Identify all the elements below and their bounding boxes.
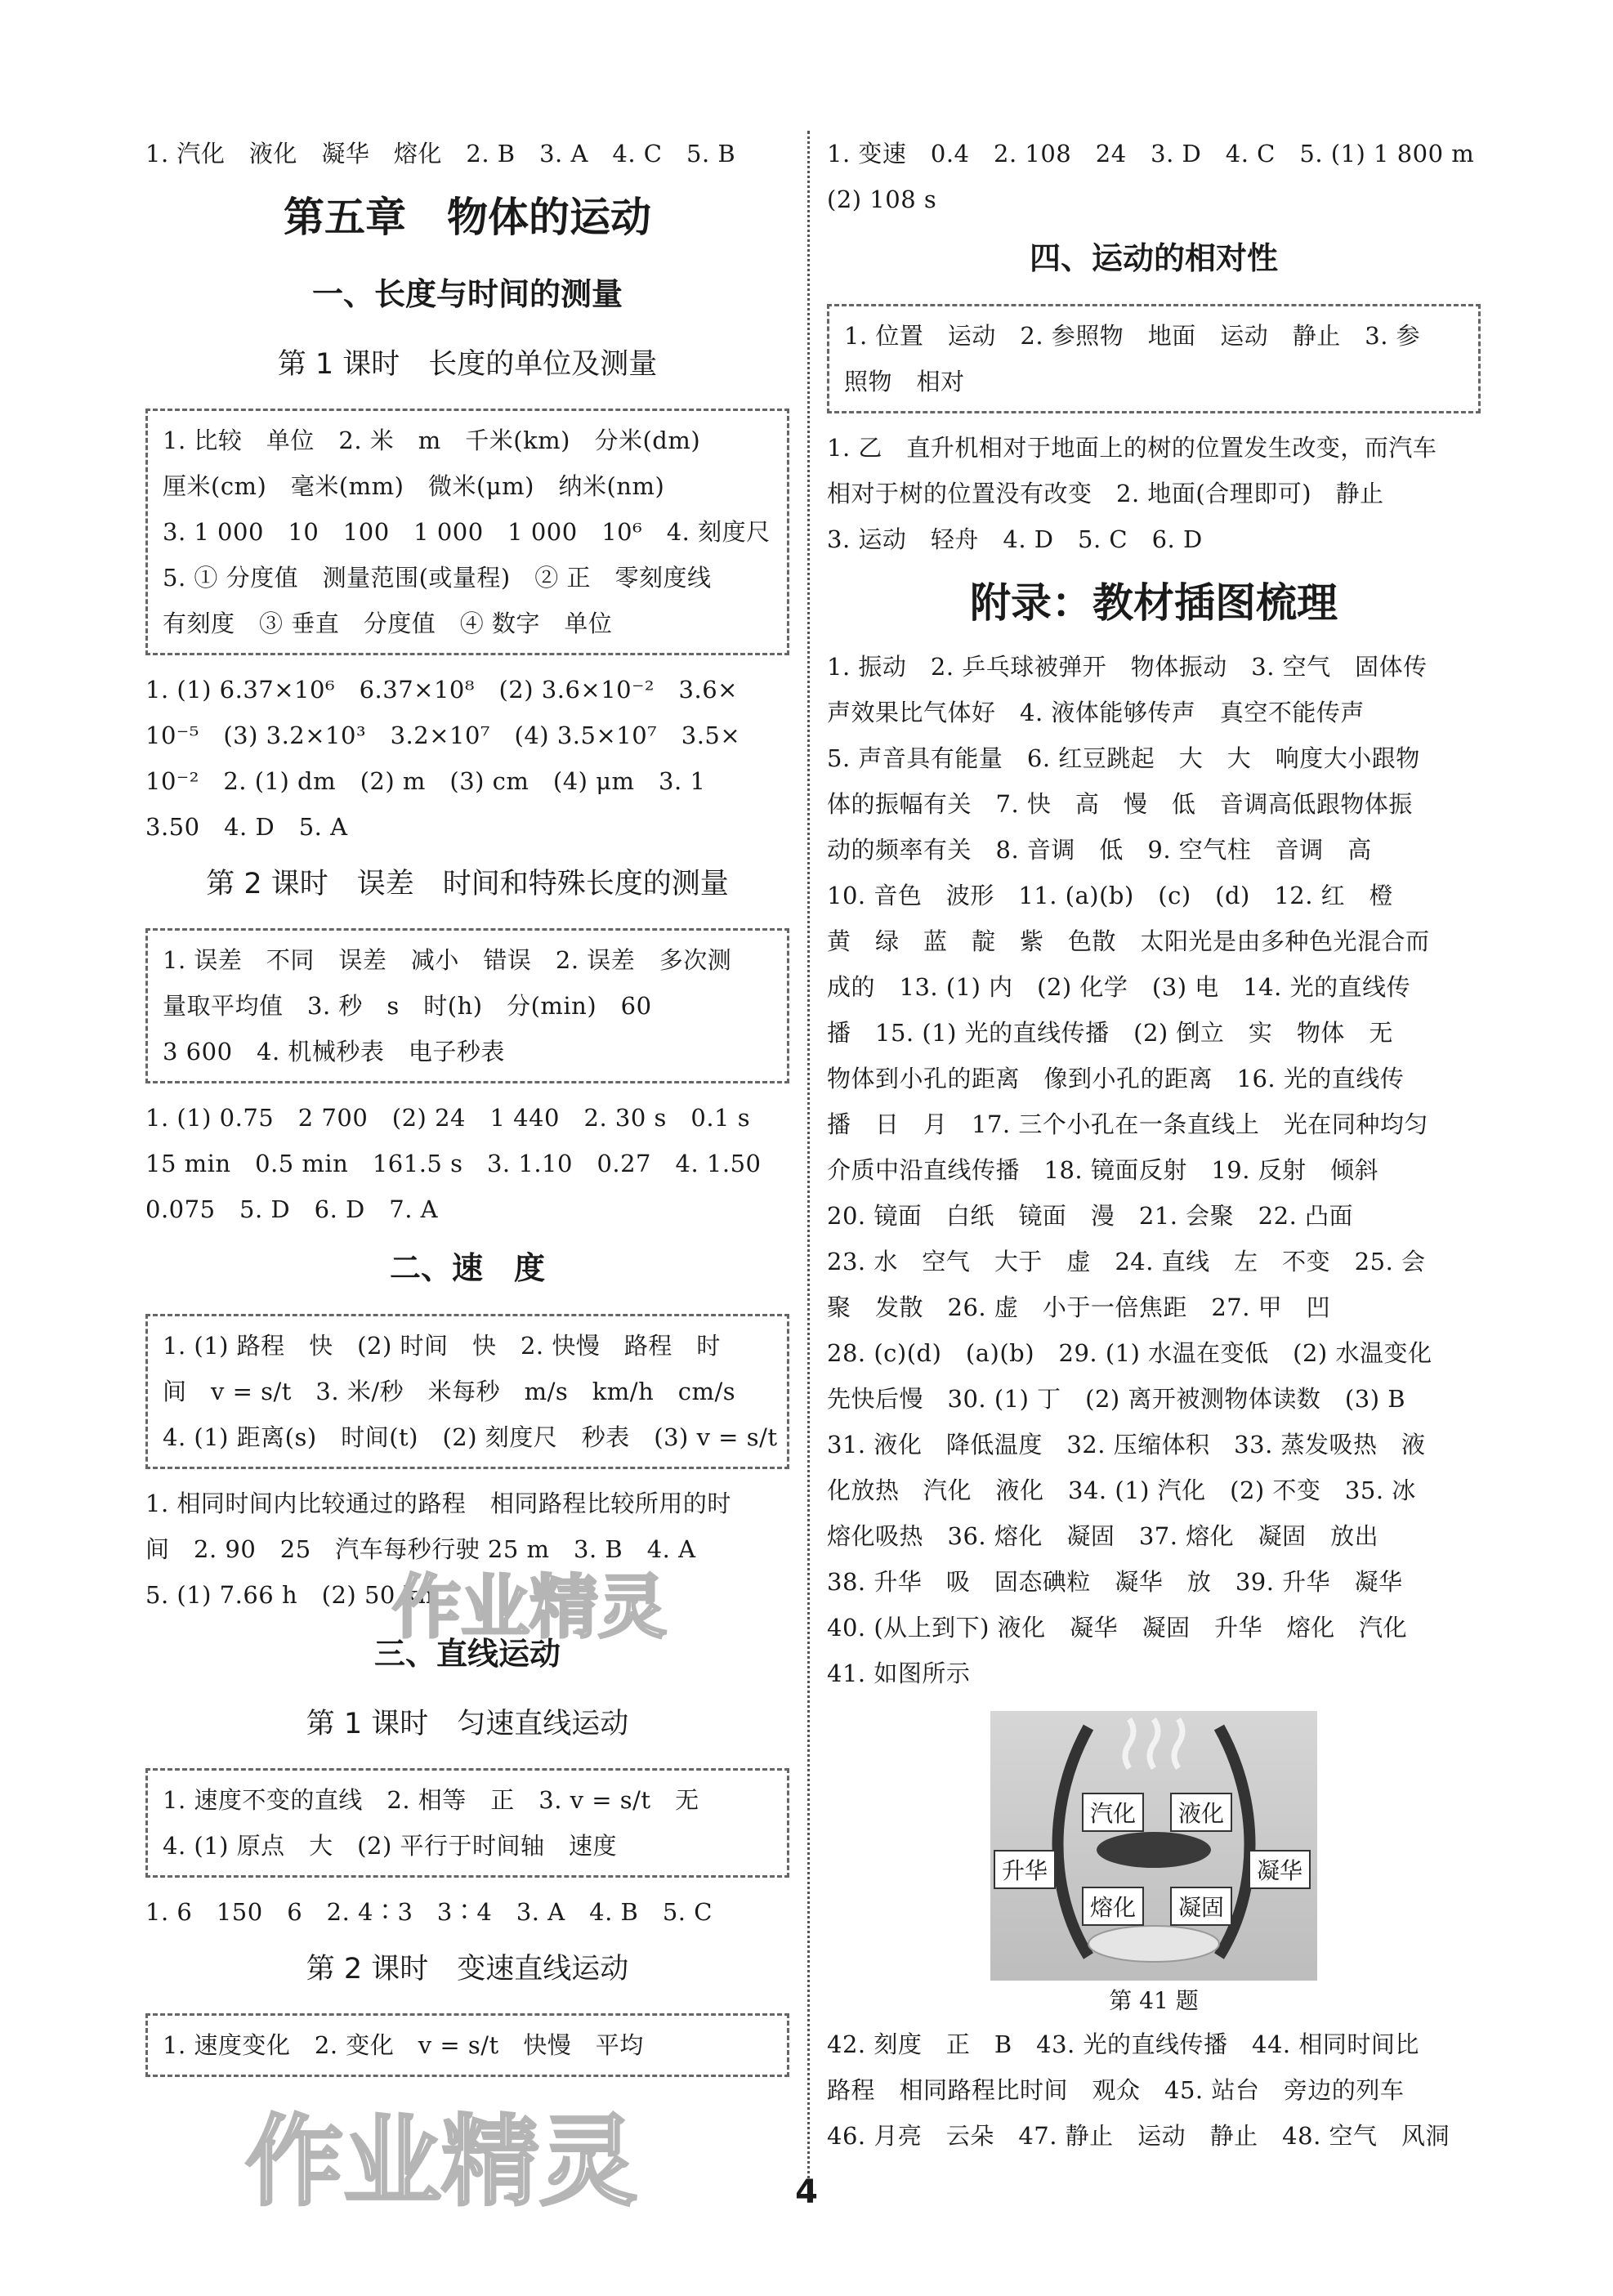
- answer-line: 1. (1) 路程 快 (2) 时间 快 2. 快慢 路程 时: [163, 1332, 721, 1360]
- answer-line: 间 v = s/t 3. 米/秒 米每秒 m/s km/h cm/s: [163, 1378, 736, 1405]
- answer-line: 3.50 4. D 5. A: [145, 813, 348, 841]
- answer-line: 相对于树的位置没有改变 2. 地面(合理即可) 静止: [827, 480, 1384, 507]
- ice-block-icon: [1097, 1832, 1211, 1868]
- answer-line: 4. (1) 距离(s) 时间(t) (2) 刻度尺 秒表 (3) v = s/t: [163, 1423, 778, 1451]
- answer-line: 播 15. (1) 光的直线传播 (2) 倒立 实 物体 无: [827, 1019, 1393, 1047]
- answer-line: 28. (c)(d) (a)(b) 29. (1) 水温在变低 (2) 水温变化: [827, 1339, 1432, 1367]
- answer-line: 46. 月亮 云朵 47. 静止 运动 静止 48. 空气 风洞: [827, 2122, 1450, 2150]
- answer-line: 31. 液化 降低温度 32. 压缩体积 33. 蒸发吸热 液: [827, 1431, 1426, 1458]
- answer-line: 动的频率有关 8. 音调 低 9. 空气柱 音调 高: [827, 836, 1372, 864]
- answer-line: 10. 音色 波形 11. (a)(b) (c) (d) 12. 红 橙: [827, 882, 1394, 909]
- answer-line: 介质中沿直线传播 18. 镜面反射 19. 反射 倾斜: [827, 1156, 1379, 1184]
- answer-line: 10⁻⁵ (3) 3.2×10³ 3.2×10⁷ (4) 3.5×10⁷ 3.5×: [145, 721, 741, 749]
- section-title: 二、速 度: [389, 1250, 545, 1286]
- answer-line: 1. 相同时间内比较通过的路程 相同路程比较所用的时: [145, 1490, 731, 1517]
- figure-caption: 第 41 题: [1109, 1987, 1199, 2014]
- appendix-answers: [827, 644, 1481, 1696]
- answer-box: [145, 409, 789, 655]
- answer-line: 38. 升华 吸 固态碘粒 凝华 放 39. 升华 凝华: [827, 1568, 1403, 1596]
- answer-line: 40. (从上到下) 液化 凝华 凝固 升华 熔化 汽化: [827, 1614, 1408, 1642]
- answer-line: 1. (1) 6.37×10⁶ 6.37×10⁸ (2) 3.6×10⁻² 3.6×: [145, 676, 738, 704]
- answer-line: 1. 位置 运动 2. 参照物 地面 运动 静止 3. 参: [844, 322, 1421, 350]
- label-desublimate: 凝华: [1249, 1850, 1311, 1889]
- intro-answers: 1. 汽化 液化 凝华 熔化 2. B 3. A 4. C 5. B: [145, 140, 736, 168]
- answer-line: 播 日 月 17. 三个小孔在一条直线上 光在同种均匀: [827, 1110, 1428, 1138]
- answer-line: 1. 速度变化 2. 变化 v = s/t 快慢 平均: [163, 2031, 644, 2059]
- answer-line: 4. (1) 原点 大 (2) 平行于时间轴 速度: [163, 1832, 617, 1860]
- answer-line: 间 2. 90 25 汽车每秒行驶 25 m 3. B 4. A: [145, 1535, 696, 1563]
- answer-line: (2) 108 s: [827, 185, 937, 213]
- lesson-title: 第 2 课时 误差 时间和特殊长度的测量: [206, 868, 729, 900]
- answer-line: 声效果比气体好 4. 液体能够传声 真空不能传声: [827, 699, 1365, 726]
- answer-line: 3 600 4. 机械秒表 电子秒表: [163, 1038, 505, 1065]
- vapor-icon: [1125, 1719, 1182, 1768]
- answer-line: 黄 绿 蓝 靛 紫 色散 太阳光是由多种色光混合而: [827, 927, 1430, 955]
- page-number: 4: [795, 2173, 818, 2211]
- column-divider: [807, 131, 810, 2190]
- answer-line: 1. (1) 0.75 2 700 (2) 24 1 440 2. 30 s 0.1 s: [145, 1104, 751, 1132]
- chapter-title: 第五章 物体的运动: [284, 194, 651, 241]
- lesson-title: 第 1 课时 长度的单位及测量: [277, 348, 658, 381]
- answer-line: 0.075 5. D 6. D 7. A: [145, 1195, 439, 1223]
- answer-box: [145, 1768, 789, 1878]
- answer-line: 3. 运动 轻舟 4. D 5. C 6. D: [827, 525, 1203, 553]
- answer-line: 5. (1) 7.66 h (2) 50 km: [145, 1581, 441, 1609]
- answer-line: 1. 比较 单位 2. 米 m 千米(km) 分米(dm): [163, 427, 701, 454]
- water-pool-icon: [1088, 1926, 1219, 1962]
- answer-line: 路程 相同路程比时间 观众 45. 站台 旁边的列车: [827, 2076, 1405, 2104]
- answer-line: 聚 发散 26. 虚 小于一倍焦距 27. 甲 凹: [827, 1293, 1331, 1321]
- answer-line: 量取平均值 3. 秒 s 时(h) 分(min) 60: [163, 992, 652, 1020]
- label-vaporize: 汽化: [1082, 1793, 1144, 1832]
- answer-line: 1. 变速 0.4 2. 108 24 3. D 4. C 5. (1) 1 800 m: [827, 140, 1475, 168]
- answer-line: 41. 如图所示: [827, 1659, 971, 1687]
- watermark-text: 作业精灵: [392, 1567, 668, 1647]
- appendix-title: 附录：教材插图梳理: [970, 579, 1338, 627]
- answer-line: 厘米(cm) 毫米(mm) 微米(μm) 纳米(nm): [163, 472, 665, 500]
- answer-box: [145, 1314, 789, 1469]
- answer-line: 1. 振动 2. 乒乓球被弹开 物体振动 3. 空气 固体传: [827, 653, 1428, 681]
- answer-line: 化放热 汽化 液化 34. (1) 汽化 (2) 不变 35. 冰: [827, 1476, 1416, 1504]
- answer-line: 5. ① 分度值 测量范围(或量程) ② 正 零刻度线: [163, 564, 712, 592]
- section-title: 一、长度与时间的测量: [311, 276, 623, 312]
- left-column: [145, 131, 789, 2088]
- answer-line: 15 min 0.5 min 161.5 s 3. 1.10 0.27 4. 1.50: [145, 1150, 762, 1177]
- answer-line: 1. 乙 直升机相对于地面上的树的位置发生改变，而汽车: [827, 434, 1437, 462]
- lesson-title: 第 2 课时 变速直线运动: [306, 1953, 629, 1986]
- answer-line: 先快后慢 30. (1) 丁 (2) 离开被测物体读数 (3) B: [827, 1385, 1406, 1413]
- answer-line: 物体到小孔的距离 像到小孔的距离 16. 光的直线传: [827, 1065, 1405, 1092]
- answer-box: [145, 2013, 789, 2077]
- answer-box: [145, 928, 789, 1083]
- lesson-title: 第 1 课时 匀速直线运动: [306, 1708, 629, 1740]
- label-melt: 熔化: [1082, 1887, 1144, 1926]
- answer-line: 42. 刻度 正 B 43. 光的直线传播 44. 相同时间比: [827, 2030, 1419, 2058]
- phase-change-figure: [990, 1711, 1317, 1981]
- answer-line: 体的振幅有关 7. 快 高 慢 低 音调高低跟物体振: [827, 790, 1413, 818]
- answer-line: 20. 镜面 白纸 镜面 漫 21. 会聚 22. 凸面: [827, 1202, 1354, 1230]
- section-title: 三、直线运动: [373, 1636, 561, 1672]
- label-solidify: 凝固: [1170, 1887, 1232, 1926]
- answer-line: 23. 水 空气 大于 虚 24. 直线 左 不变 25. 会: [827, 1248, 1426, 1275]
- label-sublimate: 升华: [994, 1850, 1056, 1889]
- answer-line: 3. 1 000 10 100 1 000 1 000 10⁶ 4. 刻度尺: [163, 518, 771, 546]
- answer-line: 10⁻² 2. (1) dm (2) m (3) cm (4) μm 3. 1: [145, 767, 706, 795]
- answer-line: 1. 速度不变的直线 2. 相等 正 3. v = s/t 无: [163, 1786, 699, 1814]
- answer-line: 熔化吸热 36. 熔化 凝固 37. 熔化 凝固 放出: [827, 1522, 1379, 1550]
- phase-diagram-graphic: [990, 1711, 1317, 1981]
- answer-box: [827, 304, 1481, 413]
- right-column: [827, 131, 1481, 2159]
- answer-line: 1. 误差 不同 误差 减小 错误 2. 误差 多次测: [163, 946, 732, 974]
- answer-line: 5. 声音具有能量 6. 红豆跳起 大 大 响度大小跟物: [827, 744, 1420, 772]
- answer-line: 成的 13. (1) 内 (2) 化学 (3) 电 14. 光的直线传: [827, 973, 1411, 1001]
- answer-line: 有刻度 ③ 垂直 分度值 ④ 数字 单位: [163, 610, 613, 637]
- answer-line: 照物 相对: [844, 368, 965, 395]
- label-liquefy: 液化: [1170, 1793, 1232, 1832]
- section-title: 四、运动的相对性: [1029, 240, 1278, 276]
- watermark-text: 作业精灵: [245, 2106, 637, 2219]
- answer-line: 1. 6 150 6 2. 4∶3 3∶4 3. A 4. B 5. C: [145, 1898, 713, 1926]
